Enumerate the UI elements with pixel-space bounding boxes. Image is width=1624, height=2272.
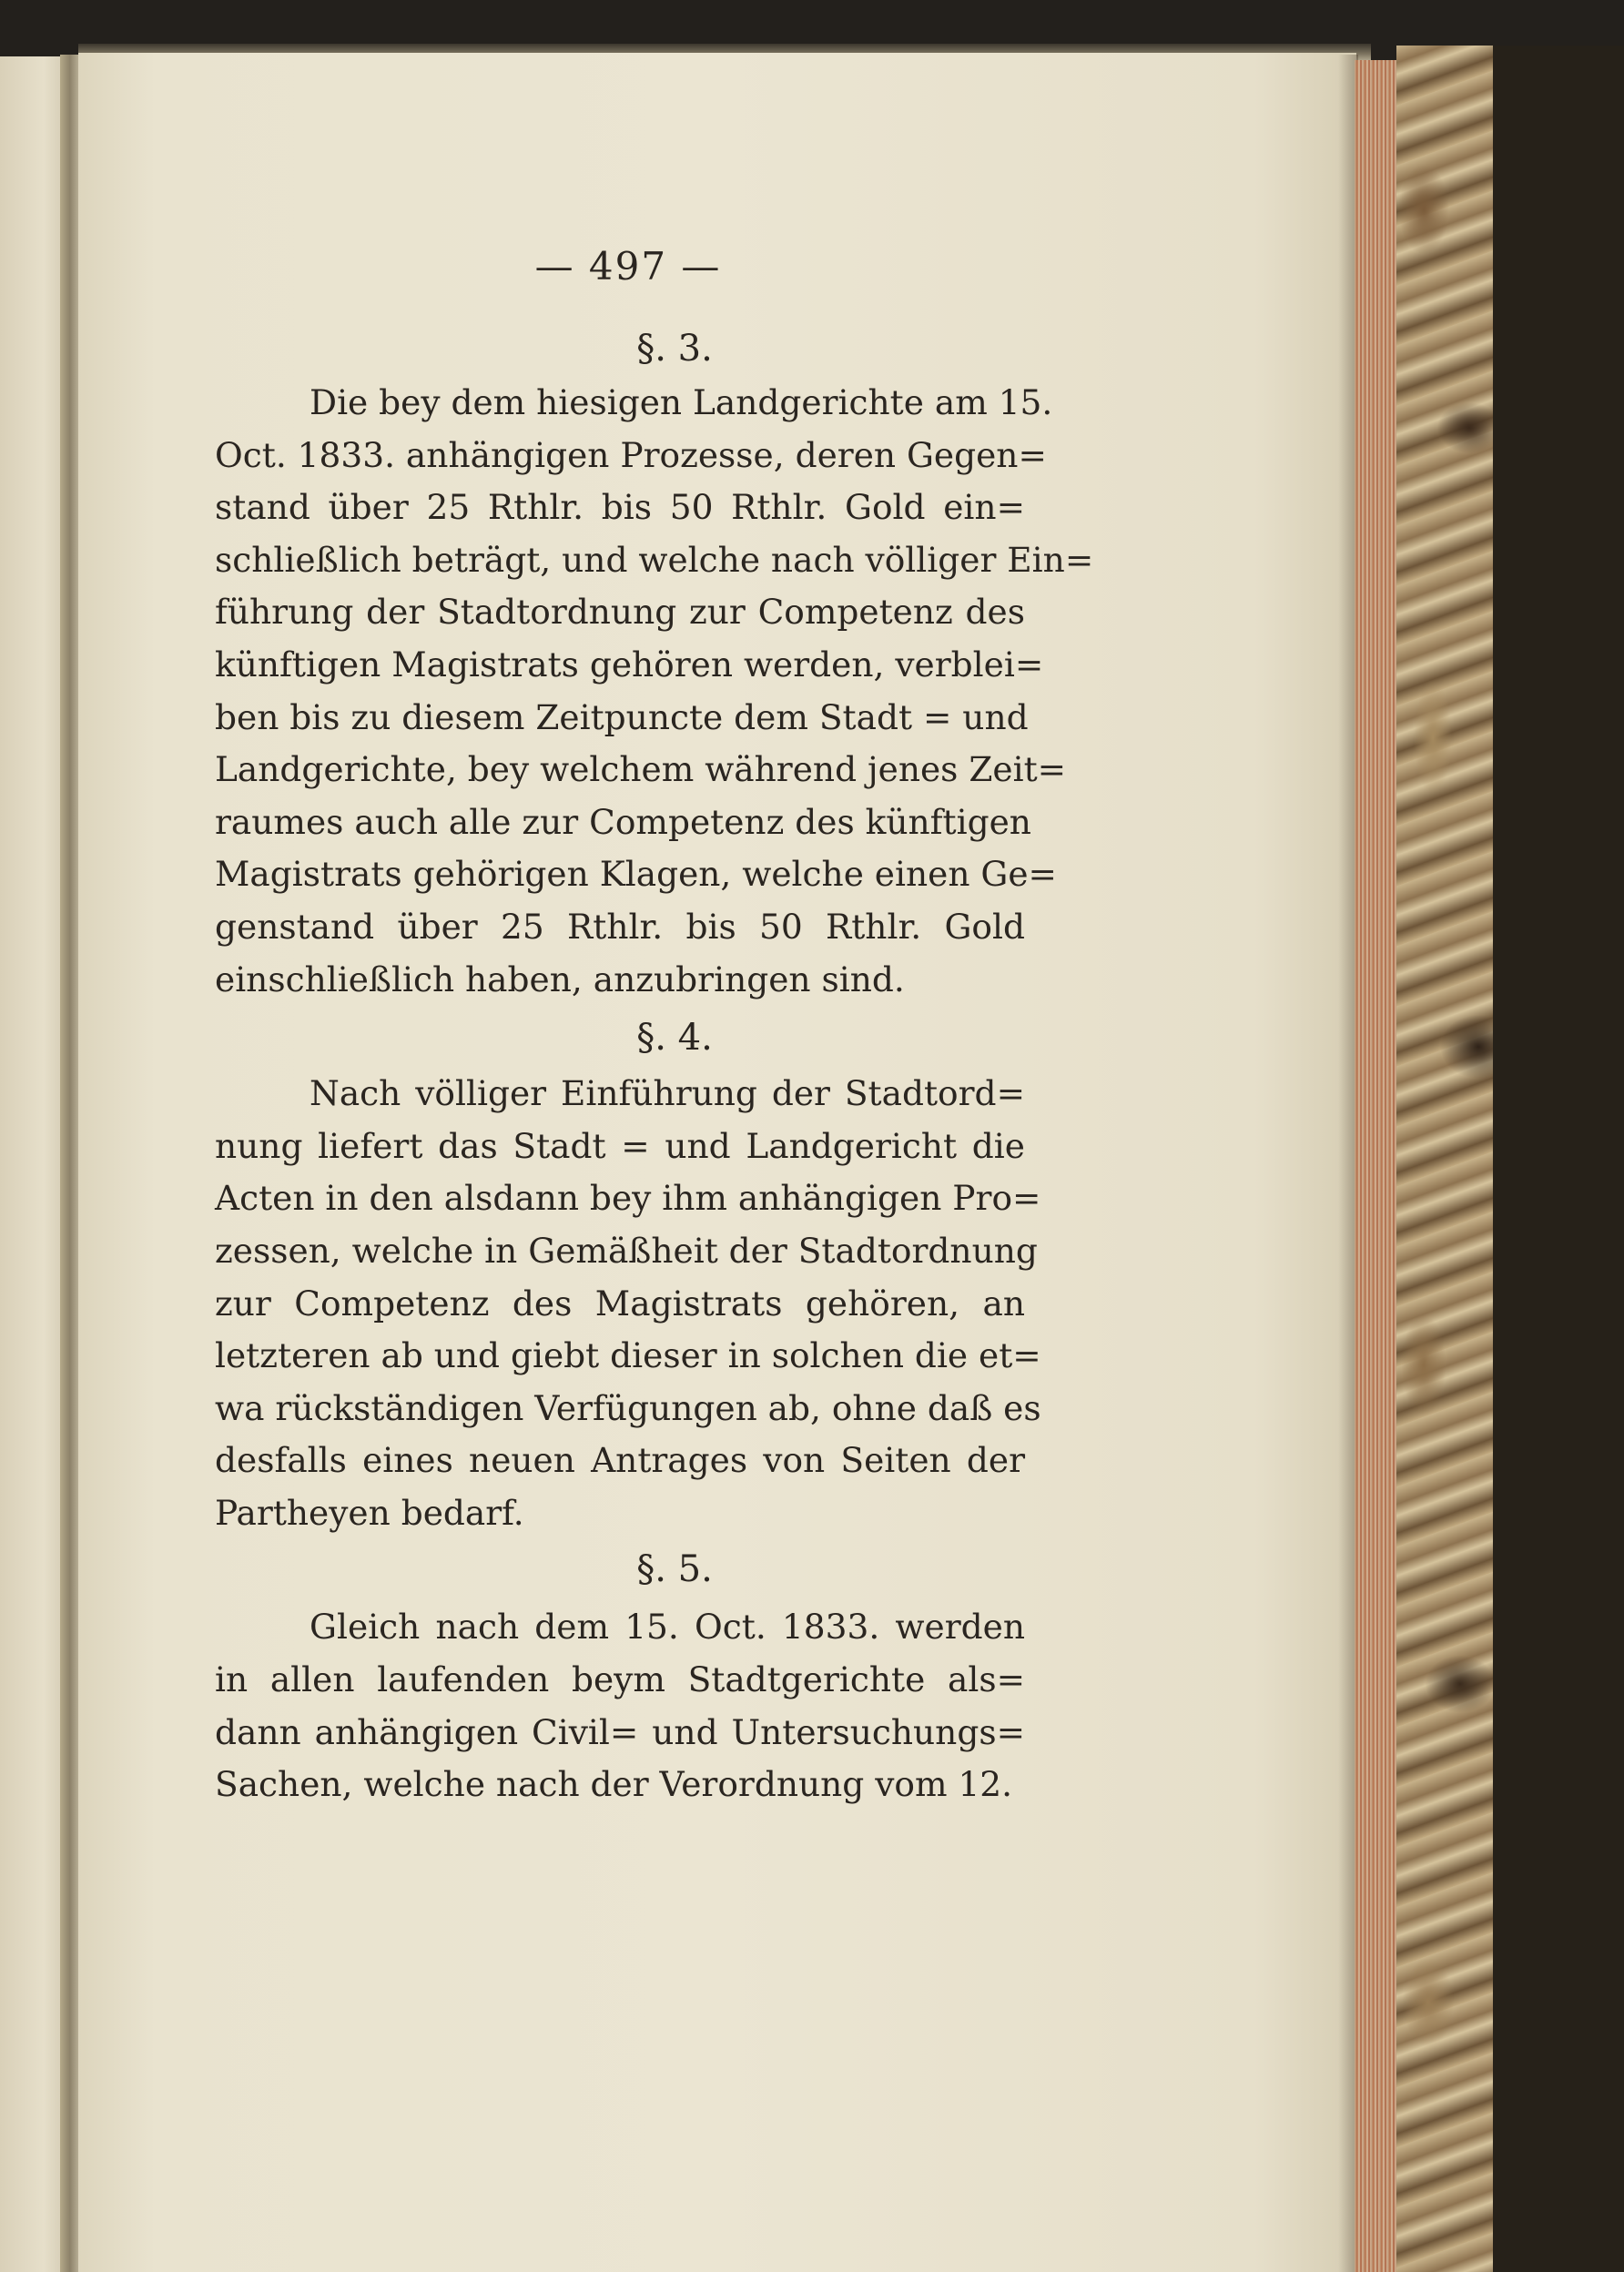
text-line: zessen, welche in Gemäßheit der Stadtordnung	[215, 1230, 1038, 1271]
section-heading: §. 3.	[636, 328, 713, 370]
text-line: letzteren ab und giebt dieser in solchen die et=	[215, 1335, 1041, 1376]
text-line: führung der Stadtordnung zur Competenz des	[215, 592, 1025, 633]
page-number: — 497 —	[534, 244, 722, 289]
text-line: Gleich nach dem 15. Oct. 1833. werden	[310, 1607, 1025, 1648]
section-heading: §. 4.	[636, 1017, 713, 1060]
text-line: ben bis zu diesem Zeitpuncte dem Stadt = und	[215, 696, 1029, 737]
text-line: Magistrats gehörigen Klagen, welche einen Ge=	[215, 854, 1057, 895]
text-line: Nach völliger Einführung der Stadtord=	[310, 1073, 1025, 1114]
text-line: wa rückständigen Verfügungen ab, ohne daß es	[215, 1387, 1041, 1428]
text-line: desfalls eines neuen Antrages von Seiten der	[215, 1440, 1025, 1481]
text-block	[215, 324, 1094, 1811]
text-line: Sachen, welche nach der Verordnung vom 12.	[215, 1764, 1013, 1805]
text-line: künftigen Magistrats gehören werden, verblei=	[215, 644, 1044, 685]
text-line: in allen laufenden beym Stadtgerichte als=	[215, 1659, 1025, 1700]
text-line: Partheyen bedarf.	[215, 1492, 524, 1533]
text-line: schließlich beträgt, und welche nach völliger Ein=	[215, 539, 1094, 580]
text-line: genstand über 25 Rthlr. bis 50 Rthlr. Gold	[215, 906, 1025, 947]
section-heading: §. 5.	[636, 1548, 713, 1591]
text-line: Oct. 1833. anhängigen Prozesse, deren Gegen=	[215, 434, 1047, 475]
text-line: zur Competenz des Magistrats gehören, an	[215, 1283, 1025, 1324]
text-line: dann anhängigen Civil= und Untersuchungs=	[215, 1711, 1025, 1752]
text-line: Landgerichte, bey welchem während jenes Zeit=	[215, 749, 1067, 790]
background-right	[1493, 46, 1624, 2272]
text-line: raumes auch alle zur Competenz des künftigen	[215, 801, 1031, 842]
paragraph	[215, 377, 1094, 1006]
page-fore-edge	[1355, 60, 1398, 2272]
paragraph	[215, 1601, 1025, 1810]
paragraph	[215, 1068, 1041, 1539]
text-line: Acten in den alsdann bey ihm anhängigen Pro=	[215, 1178, 1041, 1219]
text-line: nung liefert das Stadt = und Landgericht die	[215, 1125, 1025, 1166]
text-line: einschließlich haben, anzubringen sind.	[215, 958, 905, 999]
text-line: Die bey dem hiesigen Landgerichte am 15.	[310, 382, 1053, 422]
text-line: stand über 25 Rthlr. bis 50 Rthlr. Gold ein=	[215, 487, 1025, 528]
